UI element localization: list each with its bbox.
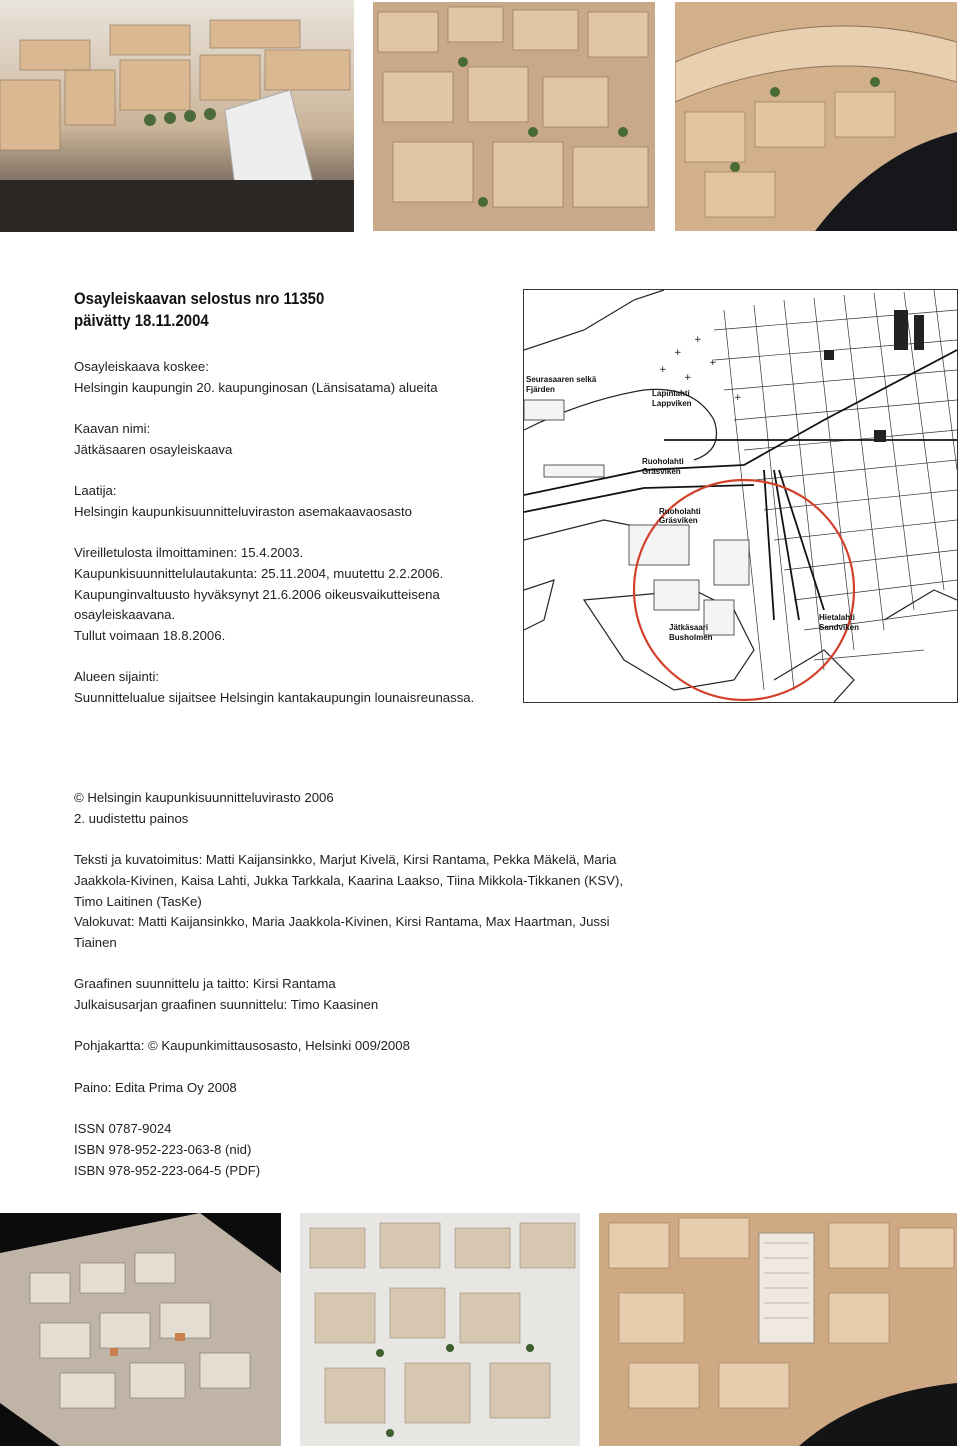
svg-text:+: + bbox=[734, 393, 742, 403]
bottom-photo-right bbox=[599, 1213, 957, 1446]
title-line-1: Osayleiskaavan selostus nro 11350 bbox=[74, 289, 325, 308]
photo-credits: Valokuvat: Matti Kaijansinkko, Maria Jaakkola-Kivinen, Kirsi Rantama, Max Haartman, Jussi bbox=[74, 914, 610, 930]
printer: Paino: Edita Prima Oy 2008 bbox=[74, 1079, 237, 1095]
map-label: Fjärden bbox=[526, 385, 555, 394]
top-photo-middle bbox=[373, 2, 655, 231]
name-label: Kaavan nimi: bbox=[74, 421, 151, 437]
plan-info bbox=[74, 357, 474, 709]
svg-text:+: + bbox=[709, 358, 717, 368]
author-label: Laatija: bbox=[74, 483, 117, 499]
map-label: Gräsviken bbox=[642, 467, 681, 476]
svg-text:+: + bbox=[684, 373, 692, 383]
map-label: Ruoholahti bbox=[659, 507, 701, 516]
graphic-design: Graafinen suunnittelu ja taitto: Kirsi Rantama bbox=[74, 976, 336, 992]
koskee-label: Osayleiskaava koskee: bbox=[74, 359, 209, 374]
map-label: Lappviken bbox=[652, 399, 692, 408]
history-line: osayleiskaavana. bbox=[74, 607, 176, 623]
map-label: Jätkäsaari bbox=[669, 623, 709, 632]
text-editors: Jaakkola-Kivinen, Kaisa Lahti, Jukka Tarkkala, Kaarina Laakso, Tiina Mikkola-Tikkanen (KSV), bbox=[74, 872, 624, 888]
map-label: Seurasaaren selkä bbox=[526, 375, 597, 384]
svg-text:+: + bbox=[659, 365, 667, 375]
top-photo-left bbox=[0, 0, 354, 232]
isbn-pdf: ISBN 978-952-223-064-5 (PDF) bbox=[74, 1162, 261, 1178]
map-label: Lapinlahti bbox=[652, 389, 690, 398]
basemap: Pohjakartta: © Kaupunkimittausosasto, Helsinki 009/2008 bbox=[74, 1038, 410, 1054]
title-line-2: päivätty 18.11.2004 bbox=[74, 310, 209, 330]
map-label: Gräsviken bbox=[659, 516, 698, 525]
copyright: © Helsingin kaupunkisuunnitteluvirasto 2006 bbox=[74, 790, 334, 805]
issn: ISSN 0787-9024 bbox=[74, 1121, 172, 1137]
location-value: Suunnittelualue sijaitsee Helsingin kantakaupungin lounaisreunassa. bbox=[74, 690, 475, 706]
bottom-photo-left bbox=[0, 1213, 281, 1446]
map-label: Sandviken bbox=[819, 623, 860, 632]
document-title bbox=[74, 288, 324, 331]
history-line: Vireilletulosta ilmoittaminen: 15.4.2003. bbox=[74, 545, 304, 561]
top-photo-right bbox=[675, 2, 957, 231]
history-line: Kaupunginvaltuusto hyväksynyt 21.6.2006 oikeusvaikutteisena bbox=[74, 586, 440, 602]
text-editors: Timo Laitinen (TasKe) bbox=[74, 893, 202, 909]
text-editors: Teksti ja kuvatoimitus: Matti Kaijansinkko, Marjut Kivelä, Kirsi Rantama, Pekka Mäkelä, Maria bbox=[74, 852, 617, 868]
history-line: Tullut voimaan 18.8.2006. bbox=[74, 628, 226, 644]
credits bbox=[74, 788, 623, 1181]
map-label: Hietalahti bbox=[819, 613, 856, 622]
location-label: Alueen sijainti: bbox=[74, 669, 160, 685]
edition: 2. uudistettu painos bbox=[74, 810, 189, 826]
map-label: Busholmen bbox=[669, 633, 713, 642]
history-line: Kaupunkisuunnittelulautakunta: 25.11.2004, muutettu 2.2.2006. bbox=[74, 565, 444, 581]
photo-credits: Tiainen bbox=[74, 934, 117, 950]
bottom-photo-middle bbox=[300, 1213, 580, 1446]
koskee-value: Helsingin kaupungin 20. kaupunginosan (Länsisatama) alueita bbox=[74, 379, 438, 395]
svg-text:+: + bbox=[694, 335, 702, 345]
series-design: Julkaisusarjan graafinen suunnittelu: Timo Kaasinen bbox=[74, 997, 379, 1012]
name-value: Jätkäsaaren osayleiskaava bbox=[74, 441, 233, 457]
location-map bbox=[523, 289, 958, 703]
svg-text:+: + bbox=[674, 348, 682, 358]
map-label: Ruoholahti bbox=[642, 457, 684, 466]
isbn-print: ISBN 978-952-223-063-8 (nid) bbox=[74, 1141, 252, 1157]
author-value: Helsingin kaupunkisuunnitteluviraston asemakaavaosasto bbox=[74, 503, 412, 519]
